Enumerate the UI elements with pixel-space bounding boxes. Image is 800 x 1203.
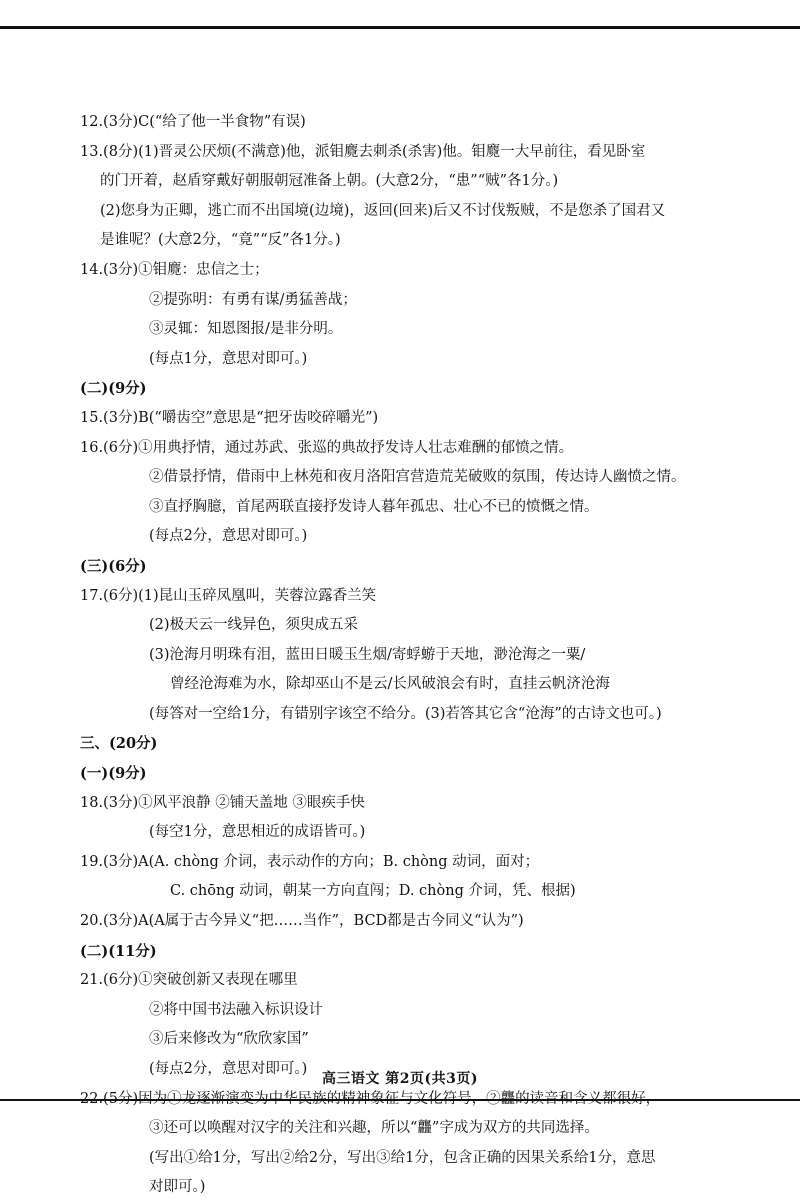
answer-line: 18.(3分)①风平浪静 ②铺天盖地 ③眼疾手快	[80, 794, 365, 811]
answer-line: 20.(3分)A(A属于古今异义“把……当作”，BCD都是古今同义“认为”)	[80, 913, 524, 930]
answer-line: (每点1分，意思对即可。)	[149, 350, 308, 367]
answer-line: ③灵辄：知恩图报/是非分明。	[149, 321, 343, 338]
top-rule	[0, 26, 800, 29]
answer-line: 13.(8分)(1)晋灵公厌烦(不满意)他，派钼麑去刺杀(杀害)他。钼麑一大早前往，看见卧室	[80, 143, 646, 160]
answer-line: (每点2分，意思对即可。)	[149, 528, 308, 545]
answer-line: (每空1分，意思相近的成语皆可。)	[149, 824, 366, 841]
answer-line: 16.(6分)①用典抒情，通过苏武、张巡的典故抒发诗人壮志难酬的郁愤之情。	[80, 439, 574, 456]
section-heading: (二)(9分)	[80, 380, 147, 398]
answer-line: 15.(3分)B(“嚼齿空”意思是“把牙齿咬碎嚼光”)	[80, 409, 379, 426]
section-heading: (三)(6分)	[80, 557, 147, 575]
page-footer: 高三语文 第2页(共3页)	[321, 1071, 479, 1087]
answer-line: (2)极天云一线异色，须臾成五采	[149, 617, 359, 634]
answer-line: (每答对一空给1分，有错别字该空不给分。(3)若答其它含“沧海”的古诗文也可。)	[149, 705, 662, 722]
answer-line: 14.(3分)①钼麑：忠信之士；	[80, 261, 269, 278]
answer-line: 的门开着，赵盾穿戴好朝服朝冠准备上朝。(大意2分，“患”“贼”各1分。)	[100, 173, 559, 190]
answer-line: (每点2分，意思对即可。)	[149, 1061, 308, 1077]
answer-line: 12.(3分)C(“给了他一半食物”有误)	[80, 114, 306, 130]
answer-line: 21.(6分)①突破创新又表现在哪里	[80, 972, 298, 989]
answer-line: (3)沧海月明珠有泪，蓝田日暖玉生烟/寄蜉蝣于天地，渺沧海之一粟/	[149, 646, 586, 663]
answer-line: ②将中国书法融入标识设计	[149, 1001, 323, 1018]
answer-line: 19.(3分)A(A. chòng 介词，表示动作的方向；B. chòng 动词，面对；	[80, 853, 540, 870]
answer-line: 对即可。)	[149, 1179, 206, 1196]
answer-line: ②提弥明：有勇有谋/勇猛善战；	[149, 291, 357, 308]
answer-line: (2)您身为正卿，逃亡而不出国境(边境)，返回(回来)后又不讨伐叛贼，不是您杀了国君又	[100, 202, 666, 219]
answer-line: 是谁呢？(大意2分，“竟”“反”各1分。)	[100, 232, 341, 249]
answer-line: 17.(6分)(1)昆山玉碎凤凰叫，芙蓉泣露香兰笑	[80, 587, 377, 604]
answer-key-body	[80, 108, 740, 1203]
section-heading: (二)(11分)	[80, 942, 157, 960]
answer-line: ③后来修改为“欣欣家国”	[149, 1031, 309, 1048]
answer-line: ③直抒胸臆，首尾两联直接抒发诗人暮年孤忠、壮心不已的愤慨之情。	[149, 498, 599, 515]
answer-line: (写出①给1分，写出②给2分，写出③给1分，包含正确的因果关系给1分，意思	[149, 1149, 656, 1166]
answer-line: C. chōng 动词，朝某一方向直闯；D. chòng 介词，凭、根据)	[170, 883, 576, 900]
answer-line: ③还可以唤醒对汉字的关注和兴趣，所以“龘”字成为双方的共同选择。	[149, 1120, 599, 1137]
section-heading: 三、(20分)	[80, 735, 158, 753]
bottom-rule	[0, 1099, 800, 1101]
answer-line: 曾经沧海难为水，除却巫山不是云/长风破浪会有时，直挂云帆济沧海	[170, 676, 610, 693]
answer-line: ②借景抒情，借雨中上林苑和夜月洛阳宫营造荒芜破败的氛围，传达诗人幽愤之情。	[149, 469, 686, 486]
section-heading: (一)(9分)	[80, 765, 147, 783]
